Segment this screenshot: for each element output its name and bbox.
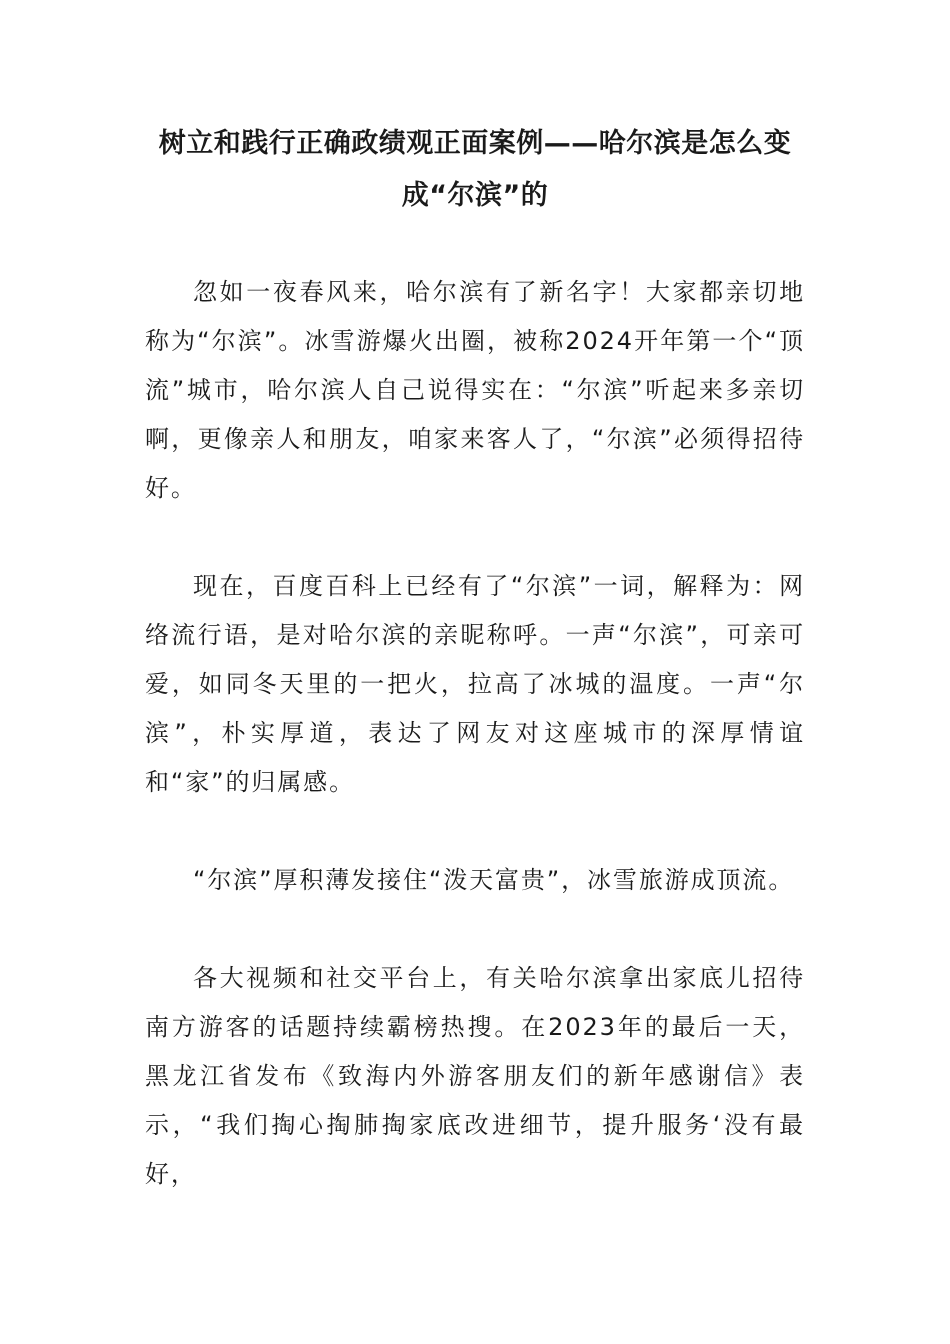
paragraph-4: 各大视频和社交平台上，有关哈尔滨拿出家底儿招待南方游客的话题持续霸榜热搜。在2023年的最后一天，黑龙江省发布《致海内外游客朋友们的新年感谢信》表示，“我们掏心掏肺掏家底改进细节，提升服务‘没有最好，	[145, 964, 805, 1188]
document-title: 树立和践行正确政绩观正面案例——哈尔滨是怎么变成“尔滨”的	[158, 128, 792, 211]
paragraph-3: “尔滨”厚积薄发接住“泼天富贵”，冰雪旅游成顶流。	[193, 866, 795, 894]
document-body	[145, 268, 805, 1248]
paragraph-1: 忽如一夜春风来，哈尔滨有了新名字！大家都亲切地称为“尔滨”。冰雪游爆火出圈，被称2024开年第一个“顶流”城市，哈尔滨人自己说得实在：“尔滨”听起来多亲切啊，更像亲人和朋友，咱家来客人了，“尔滨”必须得招待好。	[145, 278, 805, 502]
paragraph-2: 现在，百度百科上已经有了“尔滨”一词，解释为：网络流行语，是对哈尔滨的亲昵称呼。一声“尔滨”，可亲可爱，如同冬天里的一把火，拉高了冰城的温度。一声“尔滨”，朴实厚道，表达了网友对这座城市的深厚情谊和“家”的归属感。	[145, 572, 805, 796]
